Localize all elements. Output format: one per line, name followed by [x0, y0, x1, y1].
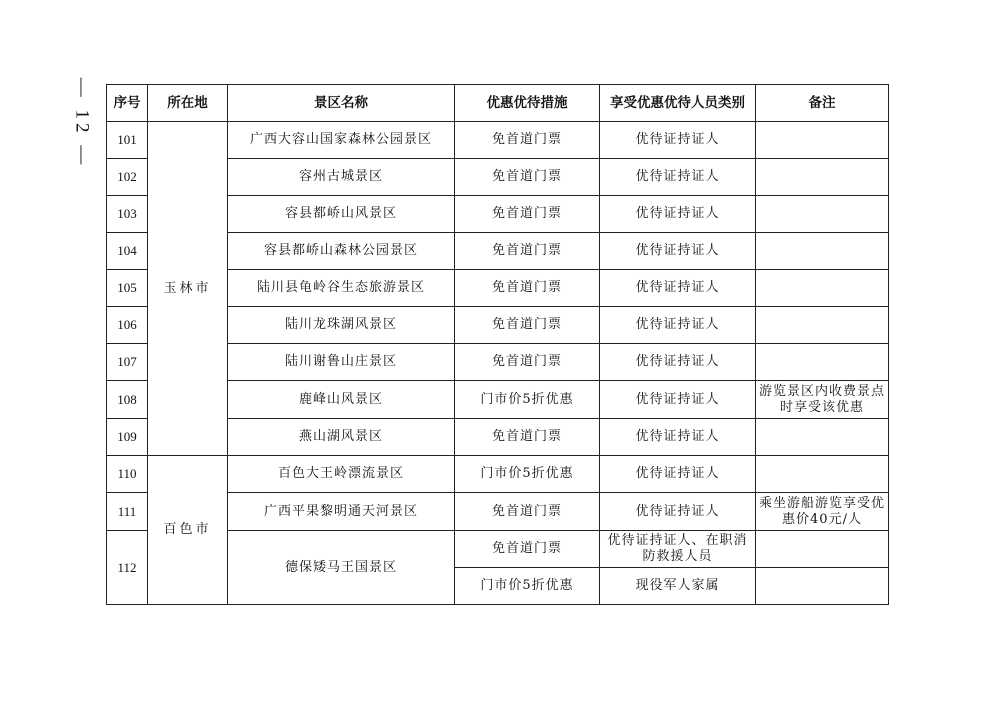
header-measure: 优惠优待措施 [455, 85, 600, 122]
header-row [107, 85, 889, 122]
row-scenic-name: 容县都峤山森林公园景区 [228, 233, 455, 270]
row-index: 106 [107, 307, 148, 344]
row-index: 110 [107, 456, 148, 493]
row-index: 104 [107, 233, 148, 270]
row-scenic-name: 容县都峤山风景区 [228, 196, 455, 233]
row-index: 101 [107, 122, 148, 159]
row-scenic-name: 广西大容山国家森林公园景区 [228, 122, 455, 159]
row-category: 优待证持证人 [600, 159, 756, 196]
row-note [756, 456, 889, 493]
row-scenic-name: 百色大王岭漂流景区 [228, 456, 455, 493]
row-note [756, 233, 889, 270]
row-scenic-name: 陆川龙珠湖风景区 [228, 307, 455, 344]
row-category: 优待证持证人 [600, 270, 756, 307]
table-row [107, 122, 889, 159]
row-scenic-name: 德保矮马王国景区 [228, 531, 455, 605]
row-note [756, 196, 889, 233]
row-measure: 免首道门票 [455, 419, 600, 456]
row-scenic-name: 陆川谢鲁山庄景区 [228, 344, 455, 381]
row-index: 107 [107, 344, 148, 381]
row-measure: 门市价5折优惠 [455, 381, 600, 419]
row-note [756, 270, 889, 307]
row-note [756, 531, 889, 568]
row-index: 102 [107, 159, 148, 196]
table-row [107, 456, 889, 493]
row-measure: 门市价5折优惠 [455, 568, 600, 605]
row-index: 108 [107, 381, 148, 419]
row-category: 优待证持证人 [600, 381, 756, 419]
row-measure: 免首道门票 [455, 344, 600, 381]
row-scenic-name: 陆川县龟岭谷生态旅游景区 [228, 270, 455, 307]
row-note [756, 307, 889, 344]
row-measure: 免首道门票 [455, 159, 600, 196]
header-scenic-name: 景区名称 [228, 85, 455, 122]
row-category: 优待证持证人 [600, 493, 756, 531]
row-measure: 免首道门票 [455, 122, 600, 159]
row-measure: 门市价5折优惠 [455, 456, 600, 493]
row-scenic-name: 燕山湖风景区 [228, 419, 455, 456]
row-category: 优待证持证人 [600, 419, 756, 456]
row-index: 111 [107, 493, 148, 531]
row-measure: 免首道门票 [455, 270, 600, 307]
row-note [756, 122, 889, 159]
row-category: 优待证持证人 [600, 344, 756, 381]
row-category: 优待证持证人 [600, 456, 756, 493]
row-note [756, 159, 889, 196]
row-measure: 免首道门票 [455, 531, 600, 568]
row-measure: 免首道门票 [455, 493, 600, 531]
row-note [756, 419, 889, 456]
row-index: 103 [107, 196, 148, 233]
row-scenic-name: 广西平果黎明通天河景区 [228, 493, 455, 531]
header-index: 序号 [107, 85, 148, 122]
row-scenic-name: 鹿峰山风景区 [228, 381, 455, 419]
header-category: 享受优惠优待人员类别 [600, 85, 756, 122]
row-measure: 免首道门票 [455, 233, 600, 270]
row-index: 112 [107, 531, 148, 605]
row-category: 优待证持证人、在职消防救援人员 [600, 531, 756, 568]
row-note: 乘坐游船游览享受优惠价40元/人 [756, 493, 889, 531]
row-measure: 免首道门票 [455, 307, 600, 344]
row-note: 游览景区内收费景点时享受该优惠 [756, 381, 889, 419]
row-category: 优待证持证人 [600, 307, 756, 344]
row-location: 玉林市 [148, 122, 228, 456]
row-measure: 免首道门票 [455, 196, 600, 233]
row-location: 百色市 [148, 456, 228, 605]
scenic-spot-table [106, 84, 889, 605]
row-category: 优待证持证人 [600, 233, 756, 270]
row-category: 优待证持证人 [600, 122, 756, 159]
row-note [756, 344, 889, 381]
page-number [68, 78, 94, 168]
header-location: 所在地 [148, 85, 228, 122]
page-number-text: — 12 — [71, 77, 92, 169]
row-scenic-name: 容州古城景区 [228, 159, 455, 196]
header-note: 备注 [756, 85, 889, 122]
row-index: 109 [107, 419, 148, 456]
row-category: 优待证持证人 [600, 196, 756, 233]
row-index: 105 [107, 270, 148, 307]
row-category: 现役军人家属 [600, 568, 756, 605]
row-note [756, 568, 889, 605]
